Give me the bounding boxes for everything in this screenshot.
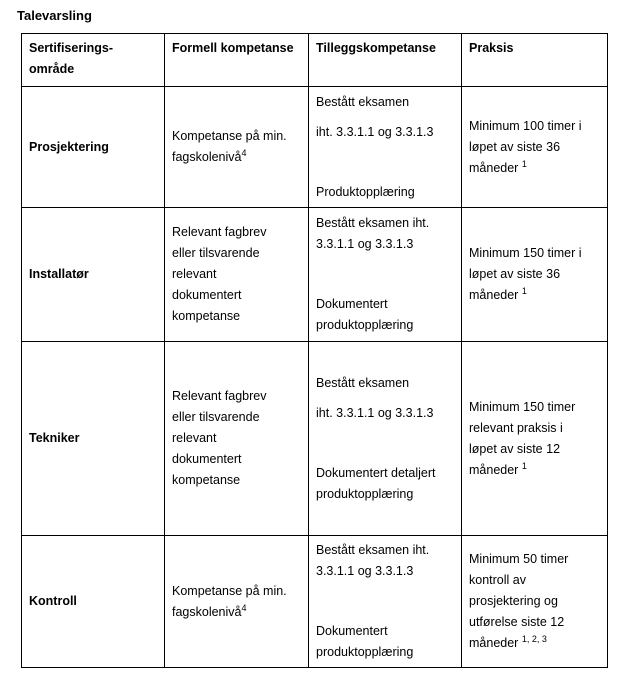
cell-practice: Minimum 150 timer relevant praksis i løpet av siste 12 måneder $^1$ [462,342,608,536]
cell-formal-competence: Relevant fagbrev eller tilsvarende relevant dokumentert kompetanse [165,208,309,342]
cell-certification-area: Installatør [22,208,165,342]
cell-additional-competence: Bestått eksamen iht. 3.3.1.1 og 3.3.1.3 Dokumentert produktopplæring [309,536,462,668]
cell-certification-area: Prosjektering [22,87,165,208]
cell-additional-competence: Bestått eksamen iht. 3.3.1.1 og 3.3.1.3 Dokumentert detaljert produktopplæring [309,342,462,536]
cell-practice: Minimum 100 timer i løpet av siste 36 måneder $^1$ [462,87,608,208]
column-header-additional-competence: Tilleggskompetanse [309,34,462,87]
cell-practice: Minimum 150 timer i løpet av siste 36 måneder $^1$ [462,208,608,342]
cell-formal-competence: Kompetanse på min. fagskolenivå$^4$ [165,87,309,208]
cell-additional-competence: Bestått eksamen iht. 3.3.1.1 og 3.3.1.3 Produktopplæring [309,87,462,208]
table-row-prosjektering [22,87,608,208]
column-header-practice: Praksis [462,34,608,87]
document-title: Talevarsling [17,8,92,23]
column-header-certification-area: Sertifiserings- område [22,34,165,87]
cell-formal-competence: Kompetanse på min. fagskolenivå$^4$ [165,536,309,668]
cell-certification-area: Tekniker [22,342,165,536]
table-row-tekniker [22,342,608,536]
table-header-row [22,34,608,87]
cell-practice: Minimum 50 timer kontroll av prosjektering og utførelse siste 12 måneder $^{1, 2, 3}$ [462,536,608,668]
table-row-installator [22,208,608,342]
cell-additional-competence: Bestått eksamen iht. 3.3.1.1 og 3.3.1.3 Dokumentert produktopplæring [309,208,462,342]
certification-requirements-table [21,33,608,668]
cell-certification-area: Kontroll [22,536,165,668]
table-row-kontroll [22,536,608,668]
column-header-formal-competence: Formell kompetanse [165,34,309,87]
cell-formal-competence: Relevant fagbrev eller tilsvarende relevant dokumentert kompetanse [165,342,309,536]
